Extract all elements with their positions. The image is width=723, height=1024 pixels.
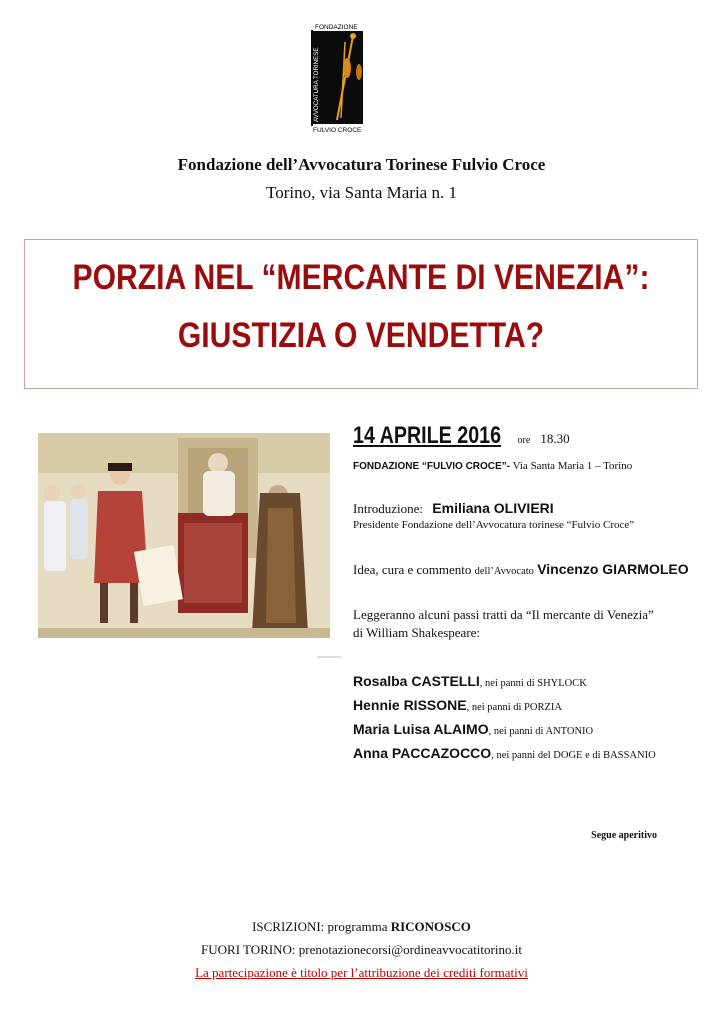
- intro-label: Introduzione:: [353, 501, 424, 516]
- reading-line-2: di William Shakespeare:: [353, 625, 481, 640]
- foundation-logo: [307, 22, 365, 134]
- logo-text-top: FONDAZIONE: [315, 24, 358, 31]
- registration-line: [0, 919, 723, 935]
- intro-line: [353, 500, 554, 517]
- event-date: 14 APRILE 2016: [353, 422, 502, 449]
- venue-name: FONDAZIONE “FULVIO CROCE”-: [353, 461, 511, 472]
- title-line-2: GIUSTIZIA O VENDETTA?: [177, 316, 545, 355]
- cast-item: [353, 697, 562, 714]
- reading-line-1: Leggeranno alcuni passi tratti da “Il mercante di Venezia”: [353, 607, 654, 622]
- time-value: 18.30: [540, 431, 570, 446]
- idea-label: Idea, cura e commento: [353, 562, 472, 577]
- venue-address: Via Santa Maria 1 – Torino: [512, 460, 633, 472]
- idea-prefix: dell’Avvocato: [474, 566, 534, 577]
- outside-label: FUORI TORINO:: [201, 942, 296, 957]
- credits-note-text: La partecipazione è titolo per l’attribuzione dei crediti formativi: [195, 965, 528, 980]
- idea-line: [353, 561, 689, 578]
- intro-name: Emiliana OLIVIERI: [432, 500, 554, 516]
- logo-text-bottom: FULVIO CROCE: [313, 127, 362, 134]
- cast-item: [353, 745, 656, 762]
- title-line-1: PORZIA NEL “MERCANTE DI VENEZIA”:: [72, 258, 650, 297]
- cast-name: Hennie RISSONE: [353, 697, 467, 713]
- cast-role: , nei panni di ANTONIO: [488, 726, 594, 737]
- cast-role: , nei panni di SHYLOCK: [479, 678, 587, 689]
- org-name: Fondazione dell’Avvocatura Torinese Fulvio Croce: [177, 155, 546, 174]
- time-label: ore: [517, 435, 531, 446]
- outside-email[interactable]: prenotazionecorsi@ordineavvocatitorino.it: [298, 942, 522, 957]
- org-address: Torino, via Santa Maria n. 1: [266, 183, 457, 202]
- credits-note: [0, 965, 723, 981]
- idea-name: Vincenzo GIARMOLEO: [537, 561, 689, 577]
- shakespeare-illustration: [38, 433, 330, 638]
- registration-label: ISCRIZIONI: programma: [252, 919, 388, 934]
- cast-name: Anna PACCAZOCCO: [353, 745, 492, 761]
- cast-role: , nei panni di PORZIA: [466, 702, 562, 713]
- intro-role: Presidente Fondazione dell’Avvocatura torinese “Fulvio Croce”: [353, 519, 635, 531]
- aperitivo-note: Segue aperitivo: [591, 830, 657, 841]
- registration-program: RICONOSCO: [390, 919, 471, 934]
- cast-name: Maria Luisa ALAIMO: [353, 721, 489, 737]
- cast-name: Rosalba CASTELLI: [353, 673, 480, 689]
- outside-line: [0, 942, 723, 958]
- title-box: [24, 239, 698, 389]
- cast-role: , nei panni del DOGE e di BASSANIO: [491, 750, 656, 761]
- cast-item: [353, 673, 587, 690]
- cast-item: [353, 721, 593, 738]
- venue-line: [353, 460, 632, 472]
- logo-text-side: AVVOCATURA TORINESE: [313, 47, 320, 122]
- divider-mark: [317, 656, 341, 658]
- date-line: [353, 422, 570, 450]
